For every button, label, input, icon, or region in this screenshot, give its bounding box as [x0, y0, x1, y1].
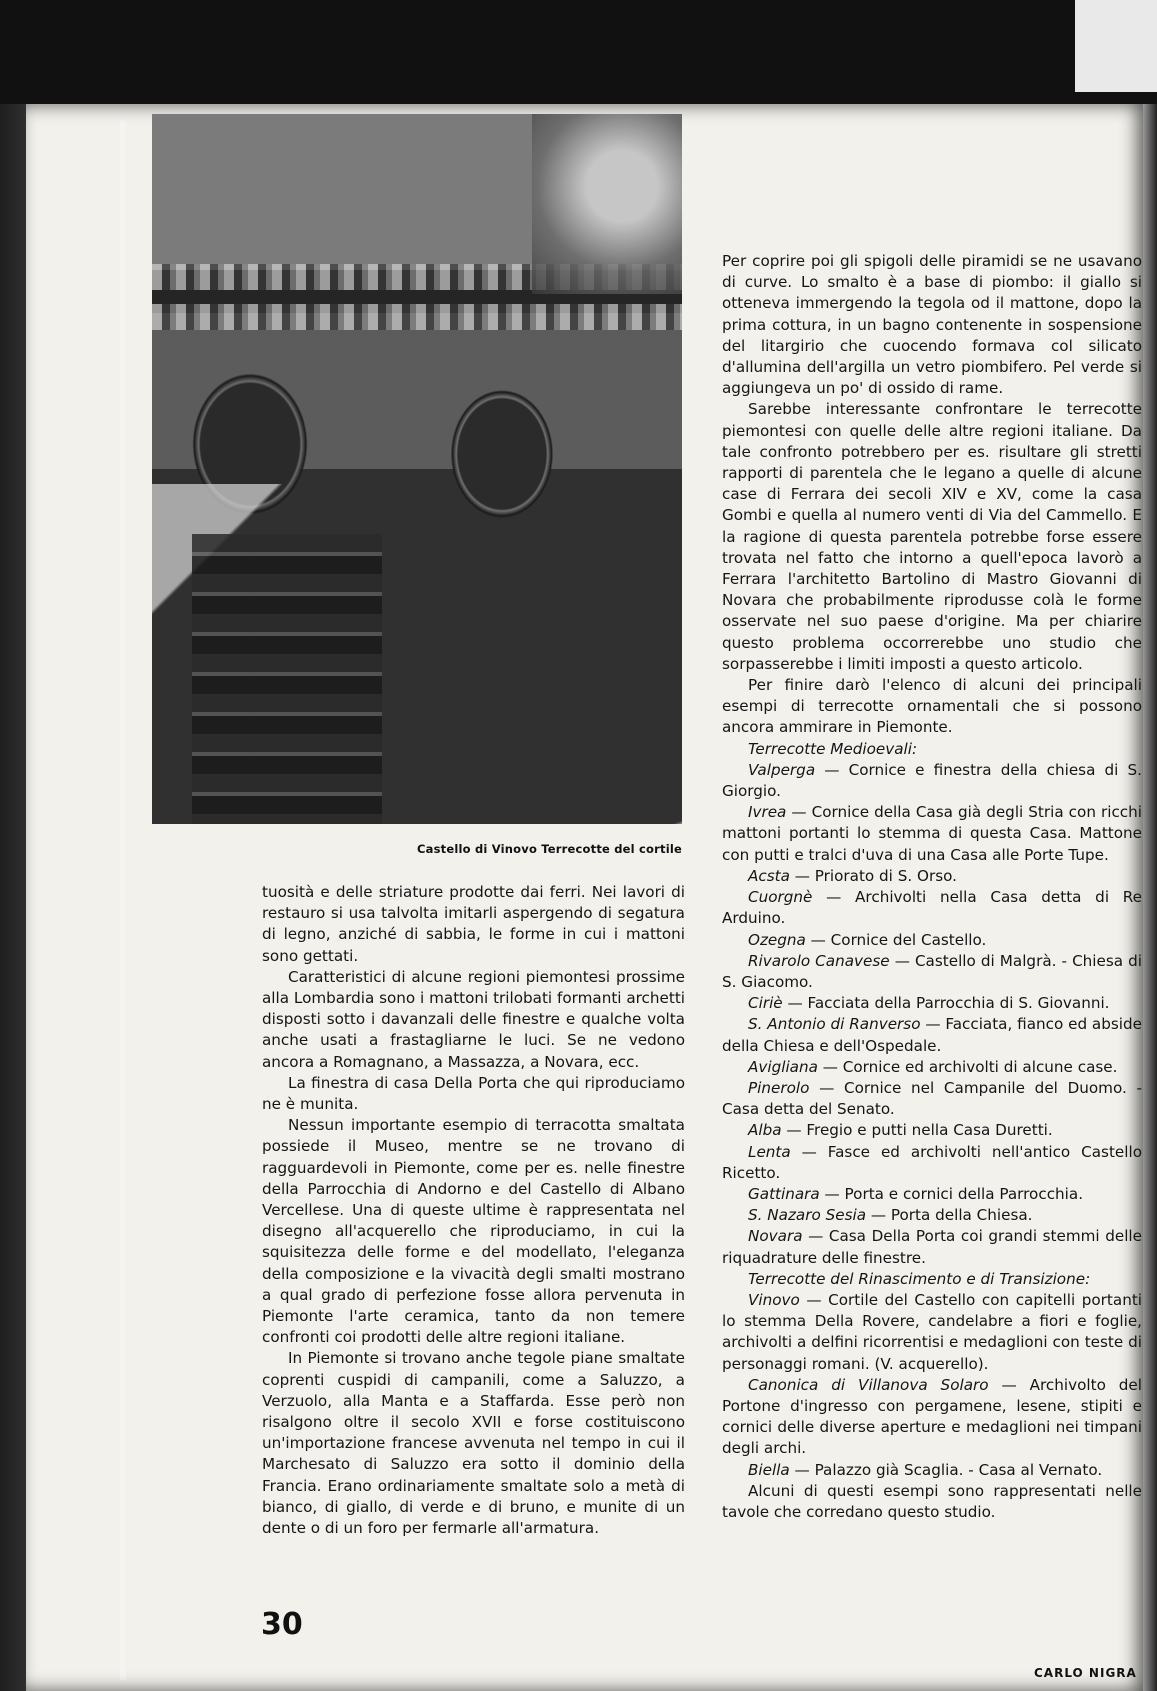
paragraph: La finestra di casa Della Porta che qui riproduciamo ne è munita. [262, 1073, 685, 1114]
entry-text: — Cortile del Castello con capitelli portanti lo stemma Della Rovere, candelabre a fiori e foglie, archivolti a delfini ricorrentisi e medaglioni con teste di personaggi romani. (V. acquerello). [722, 1290, 1142, 1373]
list-item [722, 993, 1142, 1014]
entry-text: — Porta della Chiesa. [866, 1206, 1033, 1225]
place-name: Vinovo [748, 1290, 800, 1309]
list-item [722, 1120, 1142, 1141]
entry-text: — Casa Della Porta coi grandi stemmi delle riquadrature delle finestre. [722, 1227, 1142, 1267]
list-item [722, 887, 1142, 929]
place-name: Gattinara [748, 1184, 820, 1203]
page-number: 30 [261, 1607, 303, 1642]
list-item [722, 1078, 1142, 1120]
place-name: Cuorgnè [748, 888, 813, 907]
right-page-edge [1143, 104, 1157, 1691]
entry-text: — Priorato di S. Orso. [789, 866, 957, 885]
place-name: S. Nazaro Sesia [748, 1206, 867, 1225]
place-name: Canonica di Villanova Solaro [748, 1375, 989, 1394]
section-heading-renaissance: Terrecotte del Rinascimento e di Transizione: [748, 1269, 1091, 1288]
entry-text: — Facciata, fianco ed abside della Chiesa e dell'Ospedale. [722, 1015, 1142, 1055]
top-dark-band [0, 0, 1157, 104]
section-heading-medieval: Terrecotte Medioevali: [748, 739, 918, 758]
list-item [722, 1290, 1142, 1375]
top-right-highlight [1075, 0, 1157, 92]
photo-ornamental-panel [192, 534, 382, 824]
list-item [722, 930, 1142, 951]
entry-text: — Cornice della Casa già degli Stria con ricchi mattoni portanti lo stemma di questa Casa. Mattone con putti e tralci d'uva di una Casa alle Porte Tupe. [722, 803, 1142, 864]
paragraph: Nessun importante esempio di terracotta smaltata possiede il Museo, mentre se ne trovano di ragguardevoli in Piemonte, come per es. nelle finestre della Parrocchia di Andorno e del Castello di Albano Vercellese. Una di queste ultime è rappresentata nel disegno all'acquerello che riproduciamo, in cui la squisitezza delle forme e del modellato, l'eleganza della composizione e la vivacità degli smalti mostrano a qual grado di perfezione fosse allora pervenuta in Piemonte l'arte ceramica, tanto da non temere confronti coi prodotti delle altre regioni italiane. [262, 1116, 685, 1347]
list-item [722, 1205, 1142, 1226]
entry-text: — Cornice nel Campanile del Duomo. - Casa detta del Senato. [722, 1078, 1142, 1119]
list-item [722, 1014, 1142, 1056]
place-name: Novara [748, 1227, 803, 1246]
place-name: Rivarolo Canavese [748, 951, 890, 970]
entry-text: — Archivolti nella Casa detta di Re Arduino. [722, 888, 1142, 928]
entry-text: — Cornice e finestra della chiesa di S. Giorgio. [722, 760, 1142, 801]
place-name: Lenta [748, 1142, 791, 1161]
paragraph: Caratteristici di alcune regioni piemontesi prossime alla Lombardia sono i mattoni trilobati formanti archetti disposti sotto i davanzali delle finestre e qualche volta anche usati a frastagliarne le luci. Se ne vedono ancora a Romagnano, a Massazza, a Novara, ecc. [262, 967, 685, 1071]
list-item [722, 760, 1142, 802]
entry-text: — Cornice ed archivolti di alcune case. [817, 1057, 1118, 1076]
place-name: Pinerolo [748, 1078, 810, 1097]
list-item [722, 802, 1142, 866]
place-name: Biella [748, 1460, 790, 1479]
renaissance-list [722, 1290, 1142, 1481]
photo-castello-vinovo [152, 114, 682, 824]
place-name: S. Antonio di Ranverso [748, 1015, 921, 1034]
page-edge [120, 120, 126, 1680]
place-name: Ozegna [748, 930, 806, 949]
list-item [722, 866, 1142, 887]
entry-text: — Castello di Malgrà. - Chiesa di S. Giacomo. [722, 951, 1143, 991]
paragraph: Sarebbe interessante confrontare le terrecotte piemontesi con quelle delle altre regioni italiane. Da tale confronto potrebbero per es. risultare gli stretti rapporti di parentela che le legano a quelle di alcune case di Ferrara dei secoli XIV e XV, come la casa Gombi e quella al numero venti di Via del Cammello. E la ragione di questa parentela potrebbe forse essere trovata nel fatto che intorno a quell'epoca lavorò a Ferrara l'architetto Bartolino di Mastro Giovanni di Novara che probabilmente riprodusse colà le forme osservate nel suo paese d'origine. Ma per chiarire questo problema occorrerebbe uno studio che sorpasserebbe i limiti imposti a questo articolo. [722, 400, 1142, 673]
photo-frieze-band [152, 304, 682, 330]
list-item [722, 1460, 1142, 1481]
entry-text: — Archivolto del Portone d'ingresso con pergamene, lesene, stipiti e cornici delle diverse aperture e medaglioni nei timpani degli archi. [722, 1375, 1142, 1458]
paragraph: tuosità e delle striature prodotte dai ferri. Nei lavori di restauro si usa talvolta imitarli aspergendo di segatura di legno, anziché di sabbia, le forme in cui i mattoni sono gettati. [262, 883, 685, 965]
paragraph: Per finire darò l'elenco di alcuni dei principali esempi di terrecotte ornamentali che si possono ancora ammirare in Piemonte. [722, 676, 1142, 737]
list-item [722, 951, 1142, 993]
place-name: Ivrea [748, 803, 787, 822]
list-item [722, 1057, 1142, 1078]
paragraph: Per coprire poi gli spigoli delle piramidi se ne usavano di curve. Lo smalto è a base di piombo: il giallo si otteneva immergendo la tegola od il mattone, dopo la prima cottura, in un bagno contenente in sospensione del litargirio che cuocendo formava col silicato d'allumina dell'argilla un vetro piombifero. Pel verde si aggiungeva un po' di ossido di rame. [722, 252, 1142, 398]
list-item [722, 1375, 1142, 1460]
entry-text: — Porta e cornici della Parrocchia. [819, 1184, 1084, 1203]
paragraph: In Piemonte si trovano anche tegole piane smaltate coprenti cuspidi di campanili, come a Saluzzo, a Verzuolo, alla Manta e a Staffarda. Esse però non risalgono oltre il secolo XVII e forse costituiscono un'importazione francese avvenuta nel tempo in cui il Marchesato di Saluzzo era sotto il dominio della Francia. Erano ordinariamente smaltate solo a metà di bianco, di giallo, di verde e di bruno, e munite di un dente o di un foro per fermarle all'armatura. [262, 1349, 685, 1538]
right-column [722, 251, 1142, 1523]
entry-text: — Fasce ed archivolti nell'antico Castello Ricetto. [722, 1142, 1142, 1182]
entry-text: — Cornice del Castello. [805, 930, 987, 949]
list-item [722, 1142, 1142, 1184]
medieval-list [722, 760, 1142, 1269]
entry-text: — Facciata della Parrocchia di S. Giovanni. [782, 994, 1110, 1013]
closing-paragraph: Alcuni di questi esempi sono rappresentati nelle tavole che corredano questo studio. [722, 1481, 1142, 1521]
entry-text: — Palazzo già Scaglia. - Casa al Vernato. [789, 1460, 1103, 1479]
list-item [722, 1226, 1142, 1268]
place-name: Alba [748, 1121, 782, 1140]
place-name: Avigliana [748, 1057, 818, 1076]
list-item [722, 1184, 1142, 1205]
place-name: Valperga [748, 760, 816, 779]
left-column [262, 882, 685, 1539]
author-signature: CARLO NIGRA [1034, 1666, 1137, 1680]
place-name: Ciriè [748, 994, 783, 1013]
place-name: Acsta [748, 866, 790, 885]
entry-text: — Fregio e putti nella Casa Duretti. [781, 1121, 1053, 1140]
photo-fresco-area [532, 114, 682, 294]
photo-caption: Castello di Vinovo Terrecotte del cortile [417, 842, 682, 856]
